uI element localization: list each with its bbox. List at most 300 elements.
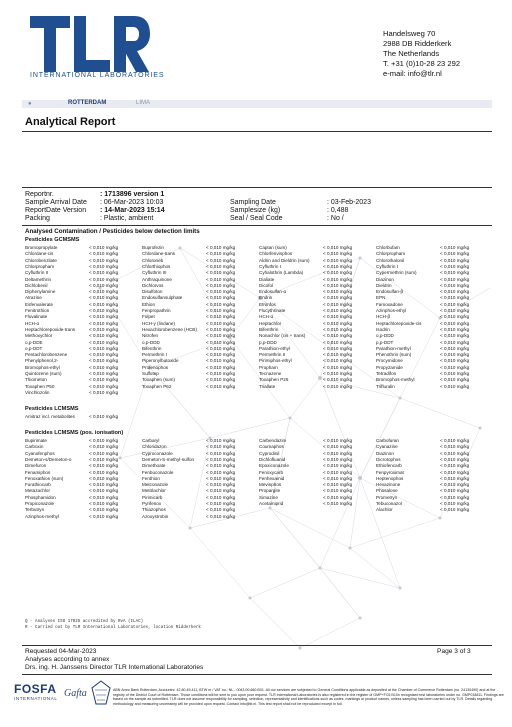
compound-name: Tebuconazol xyxy=(376,501,402,506)
director-line: Drs. ing. H. Janssens Director TLR International Laboratories xyxy=(25,664,204,671)
result-row xyxy=(25,314,119,320)
compound-name: HCH-α xyxy=(259,314,274,320)
result-row xyxy=(259,308,353,314)
result-value: < 0,010 mg/kg xyxy=(440,469,470,475)
compound-name: Pirimiphos-ethyl xyxy=(259,358,292,364)
result-row xyxy=(25,469,119,476)
footnote: R - Carried out by TLR International Laboratories, location Ridderkerk xyxy=(25,626,201,630)
compound-name: Quintozene (sum) xyxy=(25,371,62,376)
result-value: < 0,010 mg/kg xyxy=(323,482,353,488)
result-row xyxy=(25,482,119,488)
result-row xyxy=(25,339,119,346)
result-row xyxy=(259,364,353,371)
compound-name: Fenamiphos xyxy=(25,469,51,475)
result-value: < 0,010 mg/kg xyxy=(440,450,470,456)
result-value: < 0,010 mg/kg xyxy=(89,444,119,450)
bullet-icon: ● xyxy=(28,101,32,107)
result-row xyxy=(376,444,470,450)
result-value: < 0,010 mg/kg xyxy=(323,257,353,263)
result-value: < 0,010 mg/kg xyxy=(206,282,236,288)
result-row xyxy=(259,371,353,377)
result-row xyxy=(376,501,470,507)
compound-name: Heptachlor xyxy=(259,320,282,326)
divider xyxy=(22,187,492,188)
result-value: < 0,010 mg/kg xyxy=(440,482,470,488)
result-row xyxy=(142,501,236,507)
compound-name: Chlordane-trans xyxy=(142,251,175,257)
address-line: 2988 DB Ridderkerk xyxy=(383,39,452,48)
result-row xyxy=(25,257,119,264)
compound-name: Phenothrin (sum) xyxy=(376,352,412,358)
compound-name: Carbaryl xyxy=(142,438,160,443)
result-row xyxy=(142,308,236,314)
result-row xyxy=(142,263,236,270)
result-value: < 0,010 mg/kg xyxy=(440,320,470,326)
result-value: < 0,010 mg/kg xyxy=(89,450,119,456)
result-value: < 0,010 mg/kg xyxy=(89,263,119,269)
result-value: < 0,010 mg/kg xyxy=(323,383,353,389)
result-row xyxy=(376,326,470,333)
result-row xyxy=(25,289,119,295)
compound-name: Parathion-ethyl xyxy=(259,345,290,351)
compound-name: Chlordane-cis xyxy=(25,251,54,257)
result-value: < 0,010 mg/kg xyxy=(89,383,119,389)
compound-name: Fenoxathion (sum) xyxy=(25,475,64,481)
compound-name: Cypermethrin (sum) xyxy=(376,270,417,276)
result-value: < 0,010 mg/kg xyxy=(440,326,470,332)
result-value: < 0,010 mg/kg xyxy=(206,482,236,488)
fosfa-logo-text: FOSFA xyxy=(14,682,57,696)
result-row xyxy=(142,270,236,276)
tlr-logo xyxy=(30,16,150,74)
section-title: Analysed Contamination / Pesticides below detection limits xyxy=(25,228,200,235)
result-value: < 0,010 mg/kg xyxy=(323,438,353,443)
result-value: < 0,010 mg/kg xyxy=(89,339,119,345)
result-row xyxy=(142,444,236,450)
result-value: < 0,010 mg/kg xyxy=(206,501,236,506)
result-value: < 0,010 mg/kg xyxy=(323,263,353,269)
samplesize-label: Samplesize (kg) xyxy=(230,207,281,214)
compound-name: Fenthion xyxy=(142,475,160,481)
compound-name: Cyfluthrin I xyxy=(376,263,398,269)
result-row xyxy=(259,463,353,469)
compound-name: Sulfotep xyxy=(142,371,159,376)
result-row xyxy=(259,469,353,476)
result-row xyxy=(376,371,470,377)
compound-name: Chlorpropham xyxy=(376,251,406,257)
compound-name: Chlorpropham xyxy=(25,263,55,269)
compound-name: Isodrin xyxy=(376,326,390,332)
result-row xyxy=(376,301,470,308)
compound-name: Chlorfenvinphos xyxy=(259,251,293,257)
compound-name: HCH-α xyxy=(25,320,40,326)
compound-name: Carboxin xyxy=(25,444,44,450)
result-value: < 0,010 mg/kg xyxy=(206,333,236,339)
fosfa-logo xyxy=(14,682,62,714)
divider xyxy=(22,645,492,646)
result-row xyxy=(142,377,236,383)
result-value: < 0,010 mg/kg xyxy=(323,358,353,364)
compound-name: Pentachlorobenzene xyxy=(25,352,68,358)
result-row xyxy=(259,301,353,308)
requested-date: Requested 04-Mar-2023 xyxy=(25,648,97,655)
result-value: < 0,010 mg/kg xyxy=(440,383,470,389)
result-value: < 0,010 mg/kg xyxy=(323,326,353,332)
result-value: < 0,010 mg/kg xyxy=(206,276,236,282)
result-value: < 0,010 mg/kg xyxy=(206,289,236,295)
compound-name: Piperonylbutoxide xyxy=(142,358,179,364)
compound-name: Cyhalothrin (Lambda) xyxy=(259,270,304,276)
result-value: < 0,010 mg/kg xyxy=(440,257,470,263)
result-row xyxy=(142,245,236,251)
compound-name: Fluvalinate xyxy=(25,314,48,320)
compound-name: Dichlorvos xyxy=(142,282,164,288)
result-row xyxy=(259,289,353,295)
compound-name: Tetradifon xyxy=(376,371,397,376)
result-value: < 0,010 mg/kg xyxy=(206,251,236,257)
compound-name: Demeton-S-methyl-sulfon xyxy=(142,456,195,462)
result-row xyxy=(25,358,119,364)
compound-name: Bromophos-ethyl xyxy=(25,364,60,370)
divider xyxy=(22,225,492,226)
compound-name: Terbutryn xyxy=(25,507,45,513)
result-value: < 0,010 mg/kg xyxy=(440,444,470,450)
packing-value: : Plastic, ambient xyxy=(100,215,154,222)
compound-name: Ethion xyxy=(142,301,156,307)
result-row xyxy=(142,339,236,346)
result-row xyxy=(25,270,119,276)
compound-name: Nonachlor (cis + trans) xyxy=(259,333,306,339)
testing-accreditation-logo xyxy=(90,680,112,706)
result-value: < 0,010 mg/kg xyxy=(206,345,236,351)
reportdate-value: : 14-Mar-2023 15:14 xyxy=(100,207,165,214)
result-value: < 0,010 mg/kg xyxy=(206,339,236,345)
compound-name: Propham xyxy=(259,364,278,370)
result-row xyxy=(25,414,119,420)
result-value: < 0,010 mg/kg xyxy=(323,251,353,257)
result-value: < 0,010 mg/kg xyxy=(323,463,353,469)
compound-name: Deltamethrin xyxy=(25,276,52,282)
compound-name: Tecnazene xyxy=(259,371,282,376)
result-row xyxy=(25,333,119,339)
location-lima: LIMA xyxy=(136,100,151,106)
compound-name: Acetamiprid xyxy=(259,501,284,506)
compound-name: Bifenthrin xyxy=(259,326,279,332)
group-title-lcmsms-pos: Pesticides LCMSMS (pos. ionisation) xyxy=(25,430,124,436)
result-value: < 0,010 mg/kg xyxy=(89,482,119,488)
compound-name: Heptenophos xyxy=(376,475,404,481)
compound-name: Mevinphos xyxy=(259,482,282,488)
samplesize-value: : 0,488 xyxy=(327,207,349,214)
result-row xyxy=(25,463,119,469)
result-row xyxy=(142,345,236,352)
compound-name: Azoxystrobin xyxy=(142,513,169,519)
compound-name: Hexachlorobenzene (HCB) xyxy=(142,326,197,332)
seal-label: Seal / Seal Code xyxy=(230,215,283,222)
result-row xyxy=(25,450,119,457)
reportdate-label: ReportDate Version xyxy=(25,207,87,214)
result-value: < 0,010 mg/kg xyxy=(89,389,119,395)
result-row xyxy=(376,507,470,513)
result-value: < 0,010 mg/kg xyxy=(206,308,236,313)
result-value: < 0,010 mg/kg xyxy=(440,358,470,364)
result-value: < 0,010 mg/kg xyxy=(440,245,470,250)
result-value: < 0,010 mg/kg xyxy=(206,383,236,389)
result-row xyxy=(259,282,353,289)
compound-name: Toxaphen P62 xyxy=(142,383,172,389)
result-row xyxy=(259,314,353,320)
result-value: < 0,010 mg/kg xyxy=(323,245,353,250)
result-value: < 0,010 mg/kg xyxy=(440,295,470,301)
compound-name: Endosulfan-β xyxy=(376,289,404,295)
compound-name: Toxaphen (sum) xyxy=(142,377,175,383)
result-row xyxy=(142,513,236,520)
compound-name: Chlorobenzilate xyxy=(25,257,57,263)
result-value: < 0,010 mg/kg xyxy=(206,475,236,481)
result-value: < 0,010 mg/kg xyxy=(89,469,119,475)
compound-name: Captan (sum) xyxy=(259,245,287,250)
result-value: < 0,010 mg/kg xyxy=(440,345,470,351)
result-value: < 0,010 mg/kg xyxy=(440,488,470,494)
result-value: < 0,010 mg/kg xyxy=(206,352,236,358)
fosfa-logo-subtitle: INTERNATIONAL xyxy=(14,696,58,701)
compound-name: Heptachlorepoxide-trans xyxy=(25,326,76,332)
compound-name: Phenylphenol,2- xyxy=(25,358,59,364)
result-value: < 0,010 mg/kg xyxy=(206,456,236,462)
result-row xyxy=(259,475,353,482)
result-row xyxy=(142,251,236,257)
result-value: < 0,010 mg/kg xyxy=(206,358,236,364)
analyses-according: Analyses according to annex xyxy=(25,656,110,663)
result-row xyxy=(25,320,119,327)
compound-name: Fenbuconazole xyxy=(142,469,174,475)
result-row xyxy=(376,383,470,390)
result-row xyxy=(142,320,236,327)
compound-name: Metolachlor xyxy=(142,488,166,494)
compound-name: Cyfluthrin III xyxy=(142,270,167,276)
compound-name: Azinphos-ethyl xyxy=(376,308,407,313)
result-row xyxy=(25,438,119,444)
result-row xyxy=(142,364,236,371)
result-row xyxy=(25,251,119,257)
compound-name: Diazinon xyxy=(376,450,394,456)
compound-name: Buprofezin xyxy=(142,245,164,250)
result-value: < 0,010 mg/kg xyxy=(440,364,470,370)
result-row xyxy=(142,257,236,264)
result-value: < 0,010 mg/kg xyxy=(89,488,119,494)
compound-name: Coumaphos xyxy=(259,444,284,450)
result-row xyxy=(376,270,470,276)
legal-small-print: ABN Amro Bank Rotterdam, Accountnr. 42.80.49.411, BTW nr / VAT no.: NL - 0043.00.660.B01. All our services are subjected to General Conditions applicable as deposited at the Chamber of Commerce Rotterdam (no. 24130490) and at the registry of the District Court of Rotterdam. Those conditions will be sent to you upon your request. TLR International Laboratories is also registered in the register of GMP+FC5 B10n recognised test laboratories under no. GMP018811. Findings are based on the sample as submitted. TLR does not assume responsibility for sampling, selection, representativity and identifications such as codes, markings or product names, unless sampling has been carried out by TLR. Details regarding methodology and measuring uncertainty will be provided upon request. Contact info@tlr.nl. This test report shall not be reproduced except in full. xyxy=(113,688,504,706)
result-value: < 0,010 mg/kg xyxy=(206,263,236,269)
result-value: < 0,010 mg/kg xyxy=(89,251,119,257)
result-row xyxy=(376,289,470,295)
result-value: < 0,010 mg/kg xyxy=(206,438,236,443)
result-value: < 0,010 mg/kg xyxy=(440,301,470,307)
compound-name: Endosulfan-α xyxy=(259,289,287,295)
divider xyxy=(22,674,492,675)
compound-name: Carbendazim xyxy=(259,438,287,443)
compound-name: Cyfluthrin II xyxy=(25,270,49,276)
result-row xyxy=(25,345,119,352)
result-row xyxy=(142,507,236,513)
result-value: < 0,010 mg/kg xyxy=(323,377,353,383)
lcmsms-pos-table xyxy=(25,438,491,522)
compound-name: Fenpyroximat xyxy=(376,469,404,475)
arrival-label: Sample Arrival Date xyxy=(25,199,87,206)
result-value: < 0,010 mg/kg xyxy=(323,314,353,320)
result-row xyxy=(25,377,119,383)
compound-name: Toxaphen P50 xyxy=(25,383,55,389)
result-row xyxy=(376,438,470,444)
result-row xyxy=(376,358,470,364)
result-value: < 0,010 mg/kg xyxy=(206,295,236,301)
result-row xyxy=(25,276,119,283)
result-row xyxy=(25,326,119,333)
result-row xyxy=(259,494,353,501)
result-row xyxy=(376,339,470,346)
result-row xyxy=(376,482,470,488)
result-value: < 0,010 mg/kg xyxy=(323,345,353,351)
result-value: < 0,010 mg/kg xyxy=(323,282,353,288)
result-value: < 0,010 mg/kg xyxy=(206,444,236,450)
result-row xyxy=(142,295,236,301)
result-row xyxy=(376,320,470,327)
result-value: < 0,010 mg/kg xyxy=(323,352,353,358)
compound-name: p,p-DDT xyxy=(376,339,394,345)
compound-name: Nitrofen xyxy=(142,333,159,339)
result-row xyxy=(259,444,353,450)
compound-name: Fenpropathrin xyxy=(142,308,171,313)
result-value: < 0,010 mg/kg xyxy=(206,488,236,494)
compound-name: Dieldrin xyxy=(376,282,392,288)
result-row xyxy=(376,494,470,501)
result-row xyxy=(259,276,353,283)
result-value: < 0,010 mg/kg xyxy=(440,276,470,282)
compound-name: Dimethoate xyxy=(142,463,166,469)
result-row xyxy=(259,326,353,333)
compound-name: Bromophos-methyl xyxy=(376,377,415,383)
compound-name: Dichlofluanid xyxy=(259,456,286,462)
result-row xyxy=(376,276,470,283)
address-line: T. +31 (0)10-28 23 292 xyxy=(383,59,461,68)
compound-name: HCH-γ (lindane) xyxy=(142,320,175,326)
page-number: Page 3 of 3 xyxy=(437,648,471,655)
result-row xyxy=(376,295,470,301)
result-value: < 0,010 mg/kg xyxy=(440,501,470,506)
result-row xyxy=(142,463,236,469)
compound-name: Chlorthiophos xyxy=(142,263,171,269)
group-title-lcmsms: Pesticides LCMSMS xyxy=(25,406,79,412)
compound-name: Chlorbufam xyxy=(376,245,400,250)
result-row xyxy=(142,314,236,320)
result-value: < 0,010 mg/kg xyxy=(323,456,353,462)
result-row xyxy=(259,245,353,251)
compound-name: Permethrin II xyxy=(259,352,286,358)
result-row xyxy=(25,308,119,314)
result-row xyxy=(259,333,353,339)
result-row xyxy=(142,282,236,289)
result-row xyxy=(25,352,119,358)
result-value: < 0,010 mg/kg xyxy=(89,463,119,469)
result-value: < 0,010 mg/kg xyxy=(323,444,353,450)
result-row xyxy=(376,345,470,352)
result-row xyxy=(259,456,353,463)
result-row xyxy=(25,383,119,390)
result-row xyxy=(25,507,119,513)
result-row xyxy=(25,245,119,251)
reportnr-value: : 1713896 version 1 xyxy=(100,191,165,198)
compound-name: Bifenthrin xyxy=(142,345,162,351)
compound-name: Thiazophos xyxy=(142,507,166,513)
address-line: Handelsweg 70 xyxy=(383,29,436,38)
result-row xyxy=(25,263,119,270)
result-row xyxy=(376,251,470,257)
result-value: < 0,010 mg/kg xyxy=(89,414,119,419)
result-row xyxy=(376,475,470,482)
compound-name: o,p-DDD xyxy=(142,339,160,345)
sampling-value: : 03-Feb-2023 xyxy=(327,199,371,206)
compound-name: Procymidone xyxy=(376,358,403,364)
compound-name: Diazinon xyxy=(376,276,394,282)
result-row xyxy=(259,383,353,390)
result-value: < 0,010 mg/kg xyxy=(89,364,119,370)
result-value: < 0,010 mg/kg xyxy=(206,257,236,263)
result-value: < 0,010 mg/kg xyxy=(89,377,119,383)
result-row xyxy=(25,488,119,494)
result-row xyxy=(259,295,353,301)
result-value: < 0,010 mg/kg xyxy=(89,333,119,339)
result-row xyxy=(376,377,470,383)
result-row xyxy=(259,251,353,257)
compound-name: Diphenylamine xyxy=(25,289,56,295)
result-row xyxy=(142,352,236,358)
compound-name: Amitraz incl. metabolites xyxy=(25,414,75,419)
result-row xyxy=(259,352,353,358)
compound-name: Endrin xyxy=(259,295,273,301)
result-value: < 0,010 mg/kg xyxy=(440,333,470,339)
compound-name: Prometryn xyxy=(376,494,398,500)
result-row xyxy=(142,438,236,444)
result-row xyxy=(376,456,470,463)
result-row xyxy=(142,494,236,501)
compound-name: Triallate xyxy=(259,383,276,389)
result-row xyxy=(259,377,353,383)
result-value: < 0,010 mg/kg xyxy=(89,371,119,376)
result-row xyxy=(25,282,119,289)
result-row xyxy=(376,352,470,358)
compound-name: Toxaphen P26 xyxy=(259,377,289,383)
result-row xyxy=(259,257,353,264)
result-value: < 0,010 mg/kg xyxy=(206,326,236,332)
compound-name: Chloridazon xyxy=(142,444,167,450)
result-row xyxy=(376,314,470,320)
compound-name: Heptachlorepoxide-cis xyxy=(376,320,422,326)
result-value: < 0,010 mg/kg xyxy=(89,289,119,295)
compound-name: Aldrin and Dieldrin (sum) xyxy=(259,257,310,263)
location-bar xyxy=(22,100,492,108)
result-value: < 0,010 mg/kg xyxy=(89,257,119,263)
result-value: < 0,010 mg/kg xyxy=(89,352,119,358)
result-row xyxy=(25,513,119,520)
compound-name: Anthraquinone xyxy=(142,276,172,282)
result-value: < 0,010 mg/kg xyxy=(89,438,119,443)
result-value: < 0,010 mg/kg xyxy=(89,345,119,351)
result-value: < 0,010 mg/kg xyxy=(440,463,470,469)
compound-name: Thiometon xyxy=(25,377,47,383)
compound-name: Fenitrothion xyxy=(25,308,50,313)
result-value: < 0,010 mg/kg xyxy=(89,308,119,313)
